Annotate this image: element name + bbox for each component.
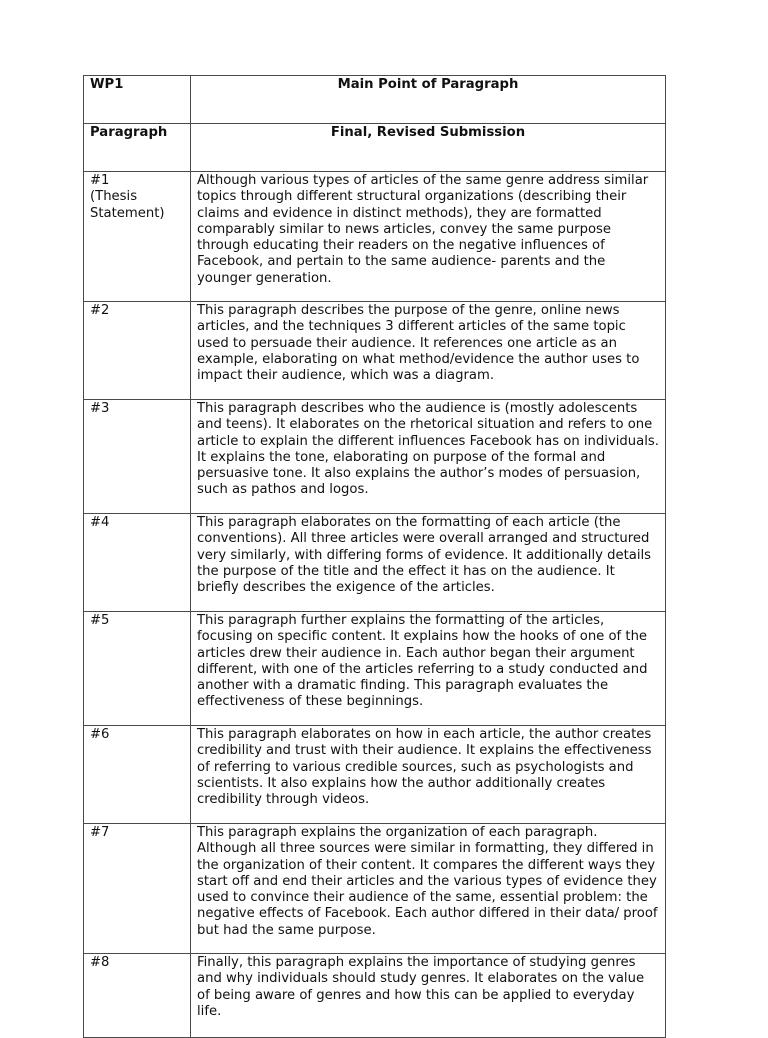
table-row xyxy=(84,954,666,1038)
table-row xyxy=(84,726,666,824)
paragraph-summary: Finally, this paragraph explains the importance of studying genres and why individuals should study genres. It elaborates on the value of being aware of genres and how this can be applied to everyday life. xyxy=(191,954,666,1038)
header-paragraph-label: Paragraph xyxy=(84,124,191,172)
document-page xyxy=(83,75,665,1038)
table-row xyxy=(84,400,666,514)
header-wp-label: WP1 xyxy=(84,76,191,124)
header-final-submission: Final, Revised Submission xyxy=(191,124,666,172)
table-row xyxy=(84,302,666,400)
paragraph-number: #3 xyxy=(84,400,191,514)
paragraph-number: #6 xyxy=(84,726,191,824)
table-row xyxy=(84,612,666,726)
table-row xyxy=(84,172,666,302)
paragraph-number: #5 xyxy=(84,612,191,726)
table-row xyxy=(84,824,666,954)
subheader-row xyxy=(84,124,666,172)
paragraph-summary: This paragraph further explains the formatting of the articles, focusing on specific content. It explains how the hooks of one of the articles drew their audience in. Each author began their argument different, with one of the articles referring to a study conducted and another with a dramatic finding. This paragraph evaluates the effectiveness of these beginnings. xyxy=(191,612,666,726)
paragraph-number: #1 (Thesis Statement) xyxy=(84,172,191,302)
header-row xyxy=(84,76,666,124)
table-row xyxy=(84,514,666,612)
paragraph-summary: This paragraph describes who the audience is (mostly adolescents and teens). It elaborates on the rhetorical situation and refers to one article to explain the different influences Facebook has on individuals. It explains the tone, elaborating on purpose of the formal and persuasive tone. It also explains the author’s modes of persuasion, such as pathos and logos. xyxy=(191,400,666,514)
header-main-point: Main Point of Paragraph xyxy=(191,76,666,124)
paragraph-summary: Although various types of articles of the same genre address similar topics through different structural organizations (describing their claims and evidence in distinct methods), they are formatted comparably similar to news articles, convey the same purpose through educating their readers on the negative influences of Facebook, and pertain to the same audience- parents and the younger generation. xyxy=(191,172,666,302)
paragraph-summary-table xyxy=(83,75,666,1038)
paragraph-number: #4 xyxy=(84,514,191,612)
paragraph-summary: This paragraph describes the purpose of the genre, online news articles, and the techniques 3 different articles of the same topic used to persuade their audience. It references one article as an example, elaborating on what method/evidence the author uses to impact their audience, which was a diagram. xyxy=(191,302,666,400)
paragraph-number: #2 xyxy=(84,302,191,400)
paragraph-summary: This paragraph explains the organization of each paragraph. Although all three sources were similar in formatting, they differed in the organization of their content. It compares the different ways they start off and end their articles and the various types of evidence they used to convince their audience of the same, essential problem: the negative effects of Facebook. Each author differed in their data/ proof but had the same purpose. xyxy=(191,824,666,954)
paragraph-summary: This paragraph elaborates on the formatting of each article (the conventions). All three articles were overall arranged and structured very similarly, with differing forms of evidence. It additionally details the purpose of the title and the effect it has on the audience. It briefly describes the exigence of the articles. xyxy=(191,514,666,612)
paragraph-number: #8 xyxy=(84,954,191,1038)
paragraph-number: #7 xyxy=(84,824,191,954)
paragraph-summary: This paragraph elaborates on how in each article, the author creates credibility and trust with their audience. It explains the effectiveness of referring to various credible sources, such as psychologists and scientists. It also explains how the author additionally creates credibility through videos. xyxy=(191,726,666,824)
